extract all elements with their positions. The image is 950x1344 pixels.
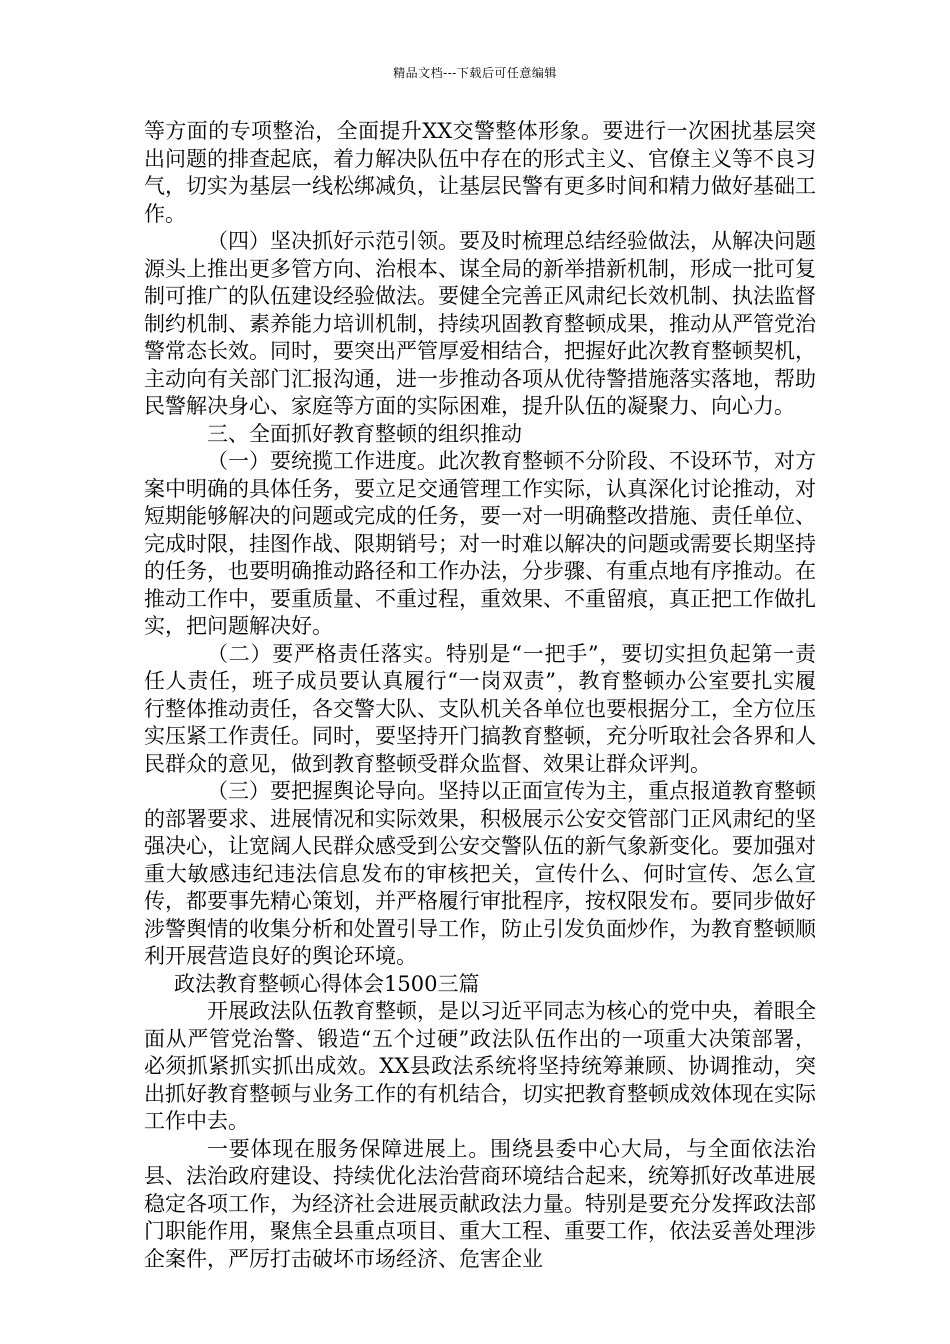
- document-body: [144, 118, 816, 1273]
- paragraph-continuation: 等方面的专项整治，全面提升XX交警整体形象。要进行一次困扰基层突出问题的排查起底，着力解决队伍中存在的形式主义、官僚主义等不良习气，切实为基层一线松绑减负，让基层民警有更多时间和精力做好基础工作。: [144, 119, 816, 226]
- paragraph-item-3: （三）要把握舆论导向。坚持以正面宣传为主，重点报道教育整顿的部署要求、进展情况和实际效果，积极展示公安交管部门正风肃纪的坚强决心，让宽阔人民群众感受到公安交警队伍的新气象新变化。要加强对重大敏感违纪违法信息发布的审核把关，宣传什么、何时宣传、怎么宣传，都要事先精心策划，并严格履行审批程序，按权限发布。要同步做好涉警舆情的收集分析和处置引导工作，防止引发负面炒作，为教育整顿顺利开展营造良好的舆论环境。: [144, 779, 816, 968]
- page-header: 精品文档---下载后可任意编辑: [393, 66, 557, 80]
- paragraph-item-2: （二）要严格责任落实。特别是“一把手”，要切实担负起第一责任人责任，班子成员要认真履行“一岗双责”，教育整顿办公室要扎实履行整体推动责任，各交警大队、支队机关各单位也要根据分工，全方位压实压紧工作责任。同时，要坚持开门搞教育整顿，充分听取社会各界和人民群众的意见，做到教育整顿受群众监督、效果让群众评判。: [144, 641, 816, 776]
- paragraph-intro: 开展政法队伍教育整顿，是以习近平同志为核心的党中央，着眼全面从严管党治警、锻造“五个过硬”政法队伍作出的一项重大决策部署，必须抓紧抓实抓出成效。XX县政法系统将坚持统筹兼顾、协调推动，突出抓好教育整顿与业务工作的有机结合，切实把教育整顿成效体现在实际工作中去。: [144, 999, 816, 1133]
- paragraph-item-1: （一）要统揽工作进度。此次教育整顿不分阶段、不设环节，对方案中明确的具体任务，要立足交通管理工作实际，认真深化讨论推动，对短期能够解决的问题或完成的任务，要一对一明确整改措施、责任单位、完成时限，挂图作战、限期销号；对一时难以解决的问题或需要长期坚持的任务，也要明确推动路径和工作办法，分步骤、有重点地有序推动。在推动工作中，要重质量、不重过程，重效果、不重留痕，真正把工作做扎实，把问题解决好。: [144, 449, 816, 638]
- paragraph-point-1: 一要体现在服务保障进展上。围绕县委中心大局，与全面依法治县、法治政府建设、持续优化法治营商环境结合起来，统筹抓好改革进展稳定各项工作，为经济社会进展贡献政法力量。特别是要充分发挥政法部门职能作用，聚焦全县重点项目、重大工程、重要工作，依法妥善处理涉企案件，严厉打击破坏市场经济、危害企业: [144, 1136, 816, 1271]
- section-heading-3: 三、全面抓好教育整顿的组织推动: [207, 421, 522, 446]
- article-subtitle: 政法教育整顿心得体会1500三篇: [174, 971, 480, 996]
- paragraph-item-4: （四）坚决抓好示范引领。要及时梳理总结经验做法，从解决问题源头上推出更多管方向、治根本、谋全局的新举措新机制，形成一批可复制可推广的队伍建设经验做法。要健全完善正风肃纪长效机制、执法监督制约机制、素养能力培训机制，持续巩固教育整顿成果，推动从严管党治警常态长效。同时，要突出严管厚爱相结合，把握好此次教育整顿契机，主动向有关部门汇报沟通，进一步推动各项从优待警措施落实落地，帮助民警解决身心、家庭等方面的实际困难，提升队伍的凝聚力、向心力。: [144, 229, 816, 418]
